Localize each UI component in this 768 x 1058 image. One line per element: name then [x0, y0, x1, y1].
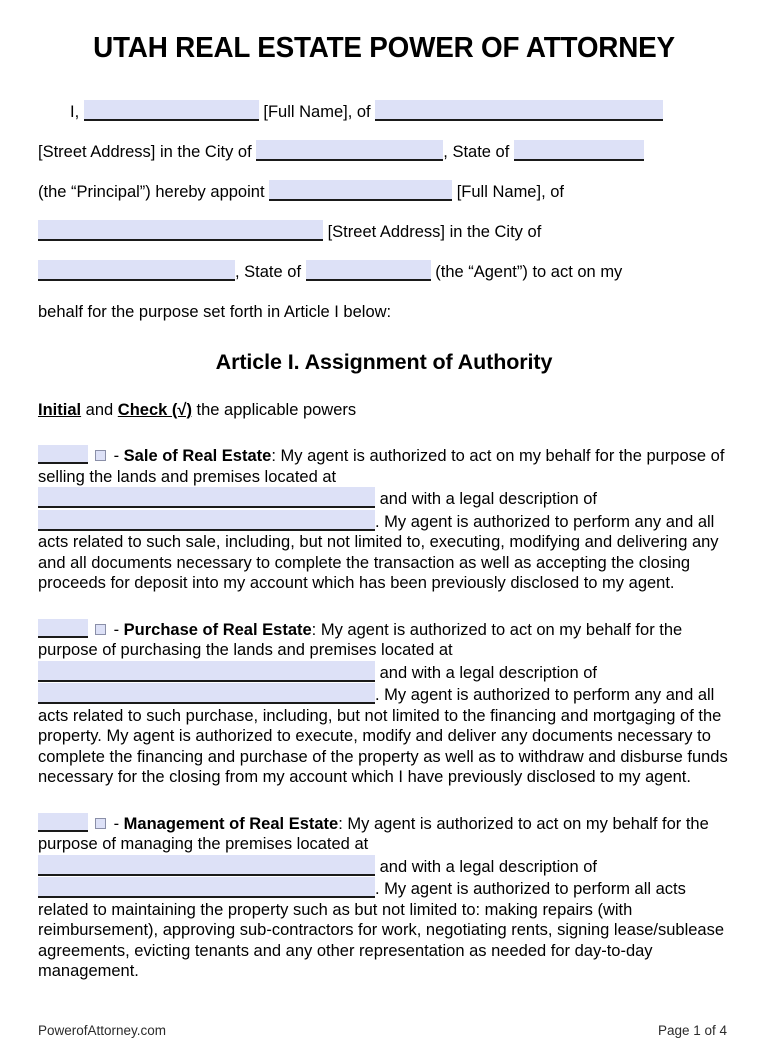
initial-field-management[interactable] — [38, 813, 88, 832]
footer-page-number: Page 1 of 4 — [657, 1023, 727, 1038]
checkbox-sale[interactable] — [95, 450, 106, 461]
checkbox-purchase[interactable] — [95, 624, 106, 635]
initial-and-check-instruction — [38, 401, 730, 421]
power-management-mid-text: and with a legal description of — [379, 857, 597, 876]
power-sale-separator: - — [109, 447, 124, 466]
intro-line-5-label: (the “Agent”) to act on my — [435, 262, 623, 281]
initial-field-purchase[interactable] — [38, 619, 88, 638]
power-management-name: Management of Real Estate — [123, 814, 339, 833]
intro-line-4-label: [Street Address] in the City of — [327, 222, 542, 241]
power-sale-colon: : — [271, 447, 281, 466]
principal-city-field[interactable] — [256, 140, 443, 161]
intro-line-3-prefix: (the “Principal”) hereby appoint — [38, 182, 265, 201]
agent-full-name-field[interactable] — [269, 180, 452, 201]
footer-site-name: PowerofAttorney.com — [38, 1023, 167, 1038]
power-sale-mid-text: and with a legal description of — [379, 490, 597, 509]
purchase-property-address-field[interactable] — [38, 661, 375, 682]
power-clause-sale-body — [38, 445, 730, 594]
power-purchase-tail-text: . My agent is authorized to perform any and all acts related to such purchase, including, but not limited to the financing and mortgaging of the property. My agent is authorized to execute, modify and deliver any documents necessary to complete the financing and purchase of the property as well as to withdraw and disburse funds necessary for the closing from my account which I have previously disclosed to my agent. — [38, 686, 728, 787]
power-management-tail-text: . My agent is authorized to perform all acts related to maintaining the property such as but not limited to: making repairs (with reimbursement), approving sub-contractors for work, negotiating rents, signing lease/sublease agreements, evicting tenants and any other representation as needed for day-to-day management. — [38, 880, 725, 981]
agent-city-field[interactable] — [38, 260, 235, 281]
principal-street-address-field[interactable] — [375, 100, 663, 121]
power-purchase-intro-text: My agent is authorized to act on my behalf for the purpose of purchasing the lands and premises located at — [38, 620, 683, 660]
instruction-initial-word: Initial — [38, 400, 82, 419]
principal-full-name-field[interactable] — [84, 100, 259, 121]
intro-line-5 — [38, 252, 730, 292]
intro-line-2-prefix: [Street Address] in the City of — [38, 142, 252, 161]
principal-state-field[interactable] — [514, 140, 644, 161]
power-clause-management-body — [38, 813, 730, 982]
power-purchase-name: Purchase of Real Estate — [123, 620, 312, 639]
intro-line-3 — [38, 172, 730, 212]
instruction-check-word: Check (√) — [117, 400, 192, 419]
intro-line-5-prefix: , State of — [235, 262, 302, 281]
intro-line-1-prefix: I, — [70, 102, 80, 121]
power-clause-management — [38, 813, 730, 982]
sale-property-address-field[interactable] — [38, 487, 375, 508]
power-clause-sale — [38, 445, 730, 594]
purchase-legal-description-field[interactable] — [38, 683, 375, 704]
intro-line-6: behalf for the purpose set forth in Article I below: — [38, 302, 392, 321]
power-sale-intro-text: My agent is authorized to act on my behalf for the purpose of selling the lands and premises located at — [38, 447, 725, 486]
intro-line-2-label: , State of — [443, 142, 510, 161]
power-clause-purchase — [38, 619, 730, 788]
instruction-and-word: and — [81, 400, 118, 419]
management-legal-description-field[interactable] — [38, 877, 375, 898]
power-management-separator: - — [109, 814, 124, 833]
article-i-heading: Article I. Assignment of Authority — [215, 349, 553, 374]
intro-line-4 — [38, 212, 730, 252]
intro-paragraph — [38, 92, 730, 332]
page-title: UTAH REAL ESTATE POWER OF ATTORNEY — [93, 32, 675, 64]
power-clause-purchase-body — [38, 619, 730, 788]
power-purchase-colon: : — [311, 620, 321, 639]
power-purchase-mid-text: and with a legal description of — [379, 663, 597, 682]
power-sale-name: Sale of Real Estate — [123, 447, 272, 466]
power-management-intro-text: My agent is authorized to act on my behalf for the purpose of managing the premises located at — [38, 814, 709, 854]
sale-legal-description-field[interactable] — [38, 510, 375, 531]
initial-field-sale[interactable] — [38, 445, 88, 464]
intro-line-1 — [38, 92, 730, 132]
intro-line-2 — [38, 132, 730, 172]
intro-line-1-label: [Full Name], of — [263, 102, 371, 121]
checkbox-management[interactable] — [95, 818, 106, 829]
power-management-colon: : — [338, 814, 348, 833]
intro-line-3-label: [Full Name], of — [456, 182, 565, 201]
power-purchase-separator: - — [109, 620, 124, 639]
management-property-address-field[interactable] — [38, 855, 375, 876]
power-sale-tail-text: . My agent is authorized to perform any and all acts related to such sale, including, but not limited to, executing, modifying and delivering any and all documents necessary to complete the transaction as well as accepting the closing proceeds for deposit into my account which has been previously disclosed to my agent. — [38, 512, 719, 593]
agent-street-address-field[interactable] — [38, 220, 323, 241]
instruction-tail: the applicable powers — [191, 400, 357, 419]
agent-state-field[interactable] — [306, 260, 431, 281]
